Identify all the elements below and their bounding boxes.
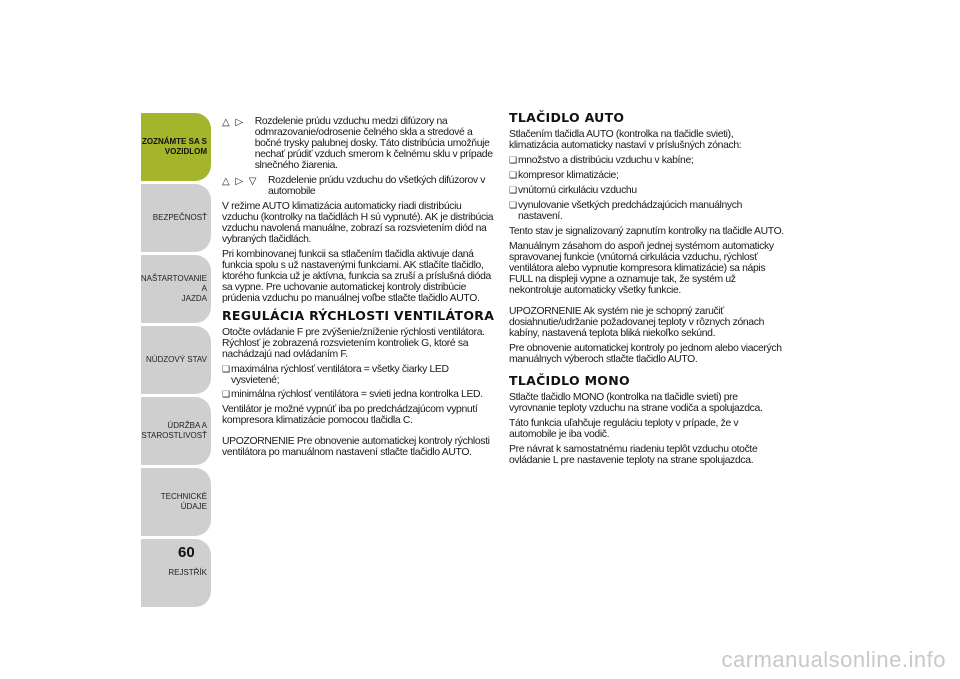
watermark: carmanualsonline.info xyxy=(721,647,946,672)
tab-rejstrik[interactable] xyxy=(141,539,211,607)
triangle-right-icon: ▷ xyxy=(235,117,243,128)
tab-label: ÚDRŽBA A STAROSTLIVOSŤ xyxy=(141,421,207,440)
tab-label: BEZPEČNOSŤ xyxy=(152,213,207,222)
triangle-right-icon: ▷ xyxy=(235,176,243,187)
bullet-icon: ❑ xyxy=(509,200,517,210)
bullet-icon: ❑ xyxy=(509,170,517,180)
list-item xyxy=(509,170,785,181)
section-heading-fan-speed: REGULÁCIA RÝCHLOSTI VENTILÁTORA xyxy=(222,308,495,323)
bullet-icon: ❑ xyxy=(509,185,517,195)
paragraph: Pre návrat k samostatnému riadeniu teplôt vzduchu otočte ovládanie L pre nastavenie teploty na strane spolujazdca. xyxy=(509,444,758,466)
list-item-text: vnútornú cirkuláciu vzduchu xyxy=(518,185,637,196)
list-item-text: maximálna rýchlosť ventilátora = všetky čiarky LED vysvietené; xyxy=(231,364,449,386)
air-distribution-icons xyxy=(222,116,243,171)
warning-paragraph: UPOZORNENIE Pre obnovenie automatickej kontroly rýchlosti ventilátora po manuálnom nastavení stlačte tlačidlo AUTO. xyxy=(222,436,490,458)
paragraph: Pre obnovenie automatickej kontroly po jednom alebo viacerých manuálnych výberoch stlačte tlačidlo AUTO. xyxy=(509,343,782,365)
list-item xyxy=(509,155,785,166)
tab-label: NAŠTARTOVANIE A JAZDA xyxy=(140,274,207,303)
paragraph: Manuálnym zásahom do aspoň jednej systémom automaticky spravovanej funkcie (vnútorná cirkulácia vzduchu, rýchlosť ventilátora alebo vypnutie kompresora klimatizácie) sa nápis FULL na displeji vypne a oznamuje tak, že systém už nekontroluje automaticky všetky funkcie. xyxy=(509,241,774,296)
warning-paragraph: UPOZORNENIE Ak systém nie je schopný zaručiť dosiahnutie/udržanie požadovanej teploty v rôznych zónach kabíny, nastavená teplota bliká niekoľko sekúnd. xyxy=(509,306,765,339)
list-item-text: vynulovanie všetkých predchádzajúcich manuálnych nastavení. xyxy=(518,200,743,222)
tab-nastartovanie-a-jazda[interactable] xyxy=(141,255,211,323)
tab-nudzovy-stav[interactable] xyxy=(141,326,211,394)
right-column xyxy=(509,112,785,470)
triangle-up-icon: △ xyxy=(222,176,230,187)
bullet-icon: ❑ xyxy=(222,364,230,374)
tab-zoznamte-sa-s-vozidlom[interactable] xyxy=(141,113,211,181)
air-distribution-windscreen-row xyxy=(222,116,496,171)
paragraph: Otočte ovládanie F pre zvýšenie/zníženie rýchlosti ventilátora. Rýchlosť je zobrazená rozsvietením kontroliek G, ktoré sa nachádzajú nad ovládaním F. xyxy=(222,327,485,360)
list-item xyxy=(222,389,496,400)
tab-label: REJSTŘÍK xyxy=(168,568,207,577)
air-distribution-icons xyxy=(222,175,256,197)
air-distribution-text: Rozdelenie prúdu vzduchu do všetkých difúzorov v automobile xyxy=(268,175,486,197)
paragraph: V režime AUTO klimatizácia automaticky riadi distribúciu vzduchu (kontrolky na tlačidlách H sú vypnuté). AK je distribúcia vzduchu navolená manuálne, zobrazí sa rozsvietením diód na vybraných tlačidlách. xyxy=(222,201,494,245)
section-heading-auto: TLAČIDLO AUTO xyxy=(509,110,625,125)
tab-label: TECHNICKÉ ÚDAJE xyxy=(160,492,207,511)
air-distribution-text: Rozdelenie prúdu vzduchu medzi difúzory na odmrazovanie/odrosenie čelného skla a stredové a bočné trysky palubnej dosky. Táto distribúcia umožňuje nechať prúdiť vzduch smerom k čelnému sklu v prípade slnečného žiarenia. xyxy=(254,116,493,171)
paragraph: Stlačte tlačidlo MONO (kontrolka na tlačidle svieti) pre vyrovnanie teploty vzduchu na strane vodiča a spolujazdca. xyxy=(509,392,763,414)
list-item xyxy=(509,200,785,222)
tab-udrzba-a-starostlivost[interactable] xyxy=(141,397,211,465)
list-item-text: množstvo a distribúciu vzduchu v kabíne; xyxy=(518,155,694,166)
list-item xyxy=(222,364,496,386)
bullet-icon: ❑ xyxy=(222,389,230,399)
triangle-up-icon: △ xyxy=(222,117,230,128)
section-heading-mono: TLAČIDLO MONO xyxy=(509,373,630,388)
page-number: 60 xyxy=(178,544,195,561)
tab-label: ZOZNÁMTE SA S VOZIDLOM xyxy=(141,137,207,156)
tab-label: NÚDZOVÝ STAV xyxy=(145,355,207,364)
triangle-down-icon: ▽ xyxy=(248,176,257,187)
paragraph: Táto funkcia uľahčuje reguláciu teploty v prípade, že v automobile je iba vodič. xyxy=(509,418,739,440)
list-item-text: kompresor klimatizácie; xyxy=(518,170,619,181)
left-column xyxy=(222,116,496,462)
list-item xyxy=(509,185,785,196)
tab-technicke-udaje[interactable] xyxy=(141,468,211,536)
paragraph: Tento stav je signalizovaný zapnutím kontrolky na tlačidle AUTO. xyxy=(509,226,784,237)
paragraph: Stlačením tlačidla AUTO (kontrolka na tlačidle svieti), klimatizácia automaticky nastaví v príslušných zónach: xyxy=(509,129,742,151)
bullet-icon: ❑ xyxy=(509,155,517,165)
paragraph: Ventilátor je možné vypnúť iba po predchádzajúcom vypnutí kompresora klimatizácie pomocou tlačidla C. xyxy=(222,404,478,426)
list-item-text: minimálna rýchlosť ventilátora = svieti jedna kontrolka LED. xyxy=(231,389,483,400)
paragraph: Pri kombinovanej funkcii sa stlačením tlačidla aktivuje daná funkcia spolu s už nastavenými funkciami. AK stlačíte tlačidlo, ktorého funkcia už je aktívna, funkcia sa zruší a príslušná dióda sa vypne. Pre uchovanie automatickej kontroly distribúcie prúdenia vzduchu po manuálnej voľbe stlačte tlačidlo AUTO. xyxy=(222,249,491,304)
tab-bezpecnost[interactable] xyxy=(141,184,211,252)
air-distribution-all-row xyxy=(222,175,496,197)
